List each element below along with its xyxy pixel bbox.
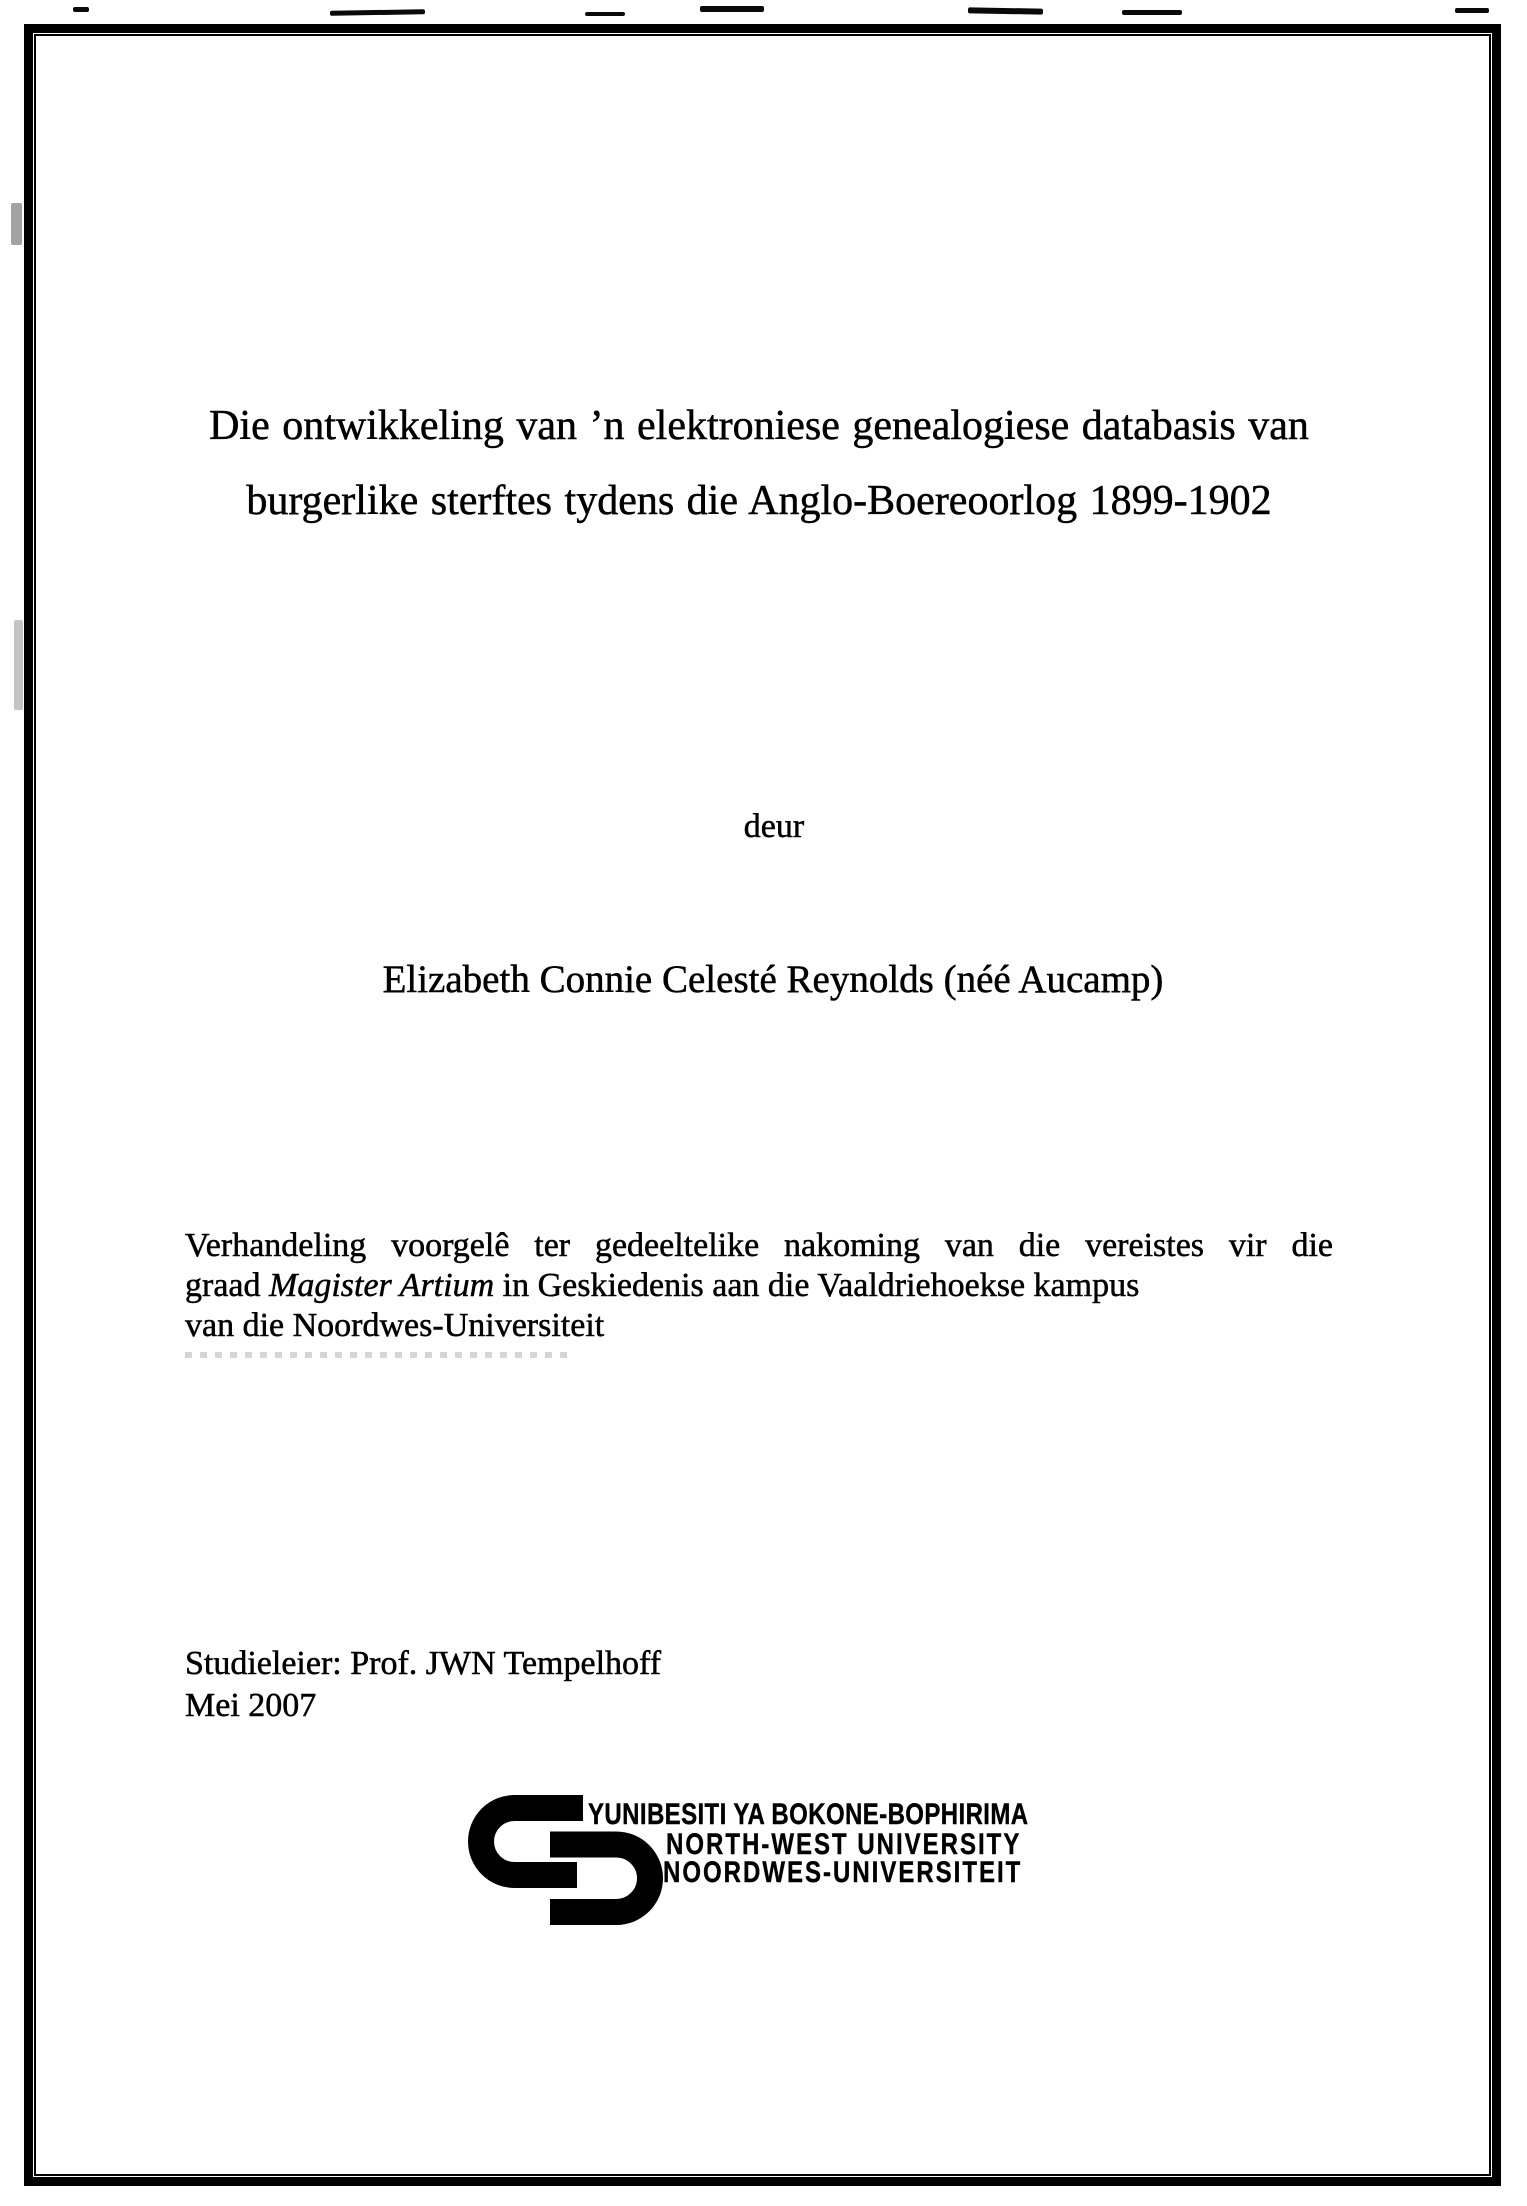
degree-name-latin: Magister Artium — [269, 1267, 495, 1304]
byline-preposition: deur — [743, 808, 805, 845]
scan-artifact — [11, 203, 22, 245]
date-line: Mei 2007 — [185, 1687, 317, 1724]
scan-artifact — [185, 1352, 575, 1358]
degree-line-2-suffix: in Geskiedenis aan die Vaaldriehoekse kampus — [494, 1267, 1140, 1304]
supervisor-line: Studieleier: Prof. JWN Tempelhoff — [185, 1645, 662, 1682]
supervisor-block — [185, 1643, 1333, 1727]
degree-statement-line-3: van die Noordwes-Universiteit — [185, 1307, 605, 1344]
scan-artifact — [968, 7, 1043, 14]
degree-line-2-prefix: graad — [185, 1267, 270, 1304]
title-line-2: burgerlike sterftes tydens die Anglo-Boereoorlog 1899-1902 — [246, 478, 1272, 524]
scan-artifact — [73, 7, 89, 12]
university-name-english: NORTH-WEST UNIVERSITY — [666, 1828, 1022, 1861]
degree-statement-line-1: Verhandeling voorgelê ter gedeeltelike nakoming van die vereistes vir die — [185, 1227, 1333, 1264]
scan-artifact — [1122, 10, 1182, 15]
thesis-title — [185, 389, 1333, 539]
scan-artifact — [700, 6, 764, 12]
university-name-setswana: YUNIBESITI YA BOKONE-BOPHIRIMA — [588, 1798, 1029, 1831]
university-name-afrikaans: NOORDWES-UNIVERSITEIT — [663, 1856, 1023, 1889]
scan-artifact — [14, 620, 23, 710]
degree-statement — [185, 1226, 1333, 1346]
degree-statement-line-2 — [185, 1266, 1333, 1306]
scan-artifact — [585, 12, 625, 16]
scan-artifact — [1455, 8, 1489, 13]
title-line-1: Die ontwikkeling van ’n elektroniese genealogiese databasis van — [209, 403, 1309, 449]
scan-artifact — [330, 9, 425, 16]
author-name: Elizabeth Connie Celesté Reynolds (néé Aucamp) — [382, 958, 1164, 1001]
